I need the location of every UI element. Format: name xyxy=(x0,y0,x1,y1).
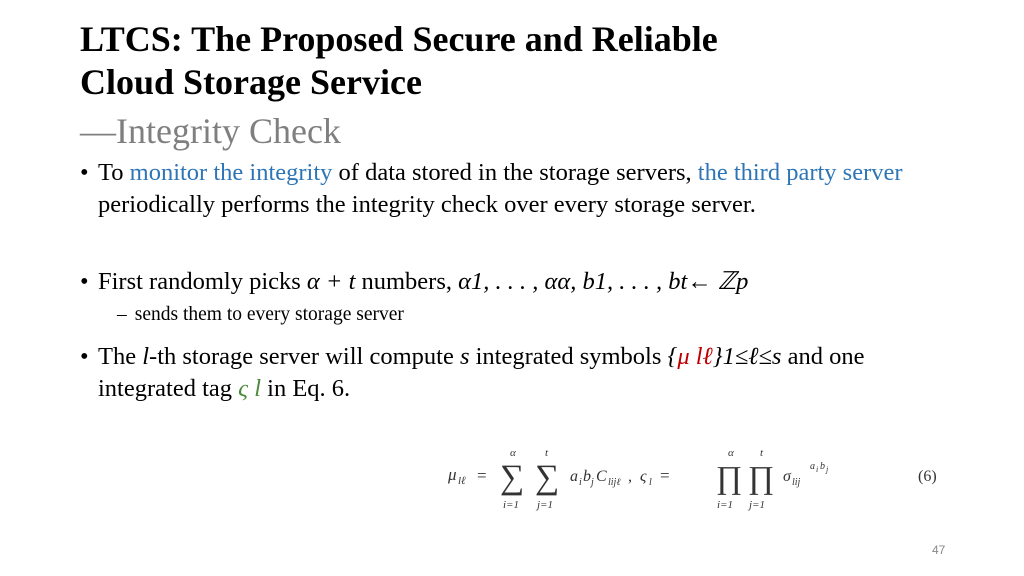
bullet3-math-varsigma: ς l xyxy=(238,375,262,402)
svg-text:a: a xyxy=(810,461,815,472)
title-line-2: Cloud Storage Service xyxy=(80,62,422,102)
bullet3-math-close: }1≤ℓ≤s xyxy=(712,343,782,370)
svg-text:σ: σ xyxy=(783,468,791,485)
svg-text:j=1: j=1 xyxy=(537,499,553,511)
svg-text:t: t xyxy=(760,447,764,459)
svg-text:=: = xyxy=(660,466,670,485)
slide-title xyxy=(80,18,980,104)
svg-text:i=1: i=1 xyxy=(717,499,733,511)
bullet-dot: • xyxy=(80,159,89,186)
svg-text:b: b xyxy=(820,461,825,472)
bullet2-text-1: First randomly picks xyxy=(98,268,307,295)
bullet3-text-4: and one integrated tag xyxy=(98,343,865,402)
page-number: 47 xyxy=(932,543,946,557)
bullet-random-picks xyxy=(80,266,748,298)
bullet3-math-s: s xyxy=(459,343,470,370)
bullet3-text-5: in Eq. 6. xyxy=(261,375,351,402)
bullet3-text-3: integrated symbols xyxy=(469,343,668,370)
bullet1-highlight-1: monitor the integrity xyxy=(129,159,333,186)
svg-text:i=1: i=1 xyxy=(503,499,519,511)
svg-text:t: t xyxy=(545,447,549,459)
bullet1-text-2: of data stored in the storage servers, xyxy=(332,159,698,186)
svg-text:α: α xyxy=(728,447,734,459)
svg-text:lij: lij xyxy=(792,477,801,488)
svg-text:∑: ∑ xyxy=(535,459,560,496)
equation-number: (6) xyxy=(918,468,937,485)
bullet1-text-3: periodically performs the integrity check over every storage server. xyxy=(98,191,756,218)
svg-text:l: l xyxy=(649,477,652,488)
bullet-integrity-monitor xyxy=(80,157,960,221)
svg-text:a: a xyxy=(570,468,578,485)
bullet3-math-l: l xyxy=(142,343,150,370)
svg-text:lijℓ: lijℓ xyxy=(608,477,621,488)
bullet2-math-2: α1, . . . , αα, b1, . . . , bt← ℤp xyxy=(458,268,749,295)
svg-text:j: j xyxy=(826,465,829,474)
svg-text:,: , xyxy=(628,468,632,485)
svg-text:∏: ∏ xyxy=(716,459,743,495)
subbullet-text: sends them to every storage server xyxy=(134,304,404,325)
bullet2-math-1: α + t xyxy=(306,268,356,295)
bullet-compute xyxy=(80,341,960,405)
svg-text:b: b xyxy=(583,468,591,485)
svg-text:i: i xyxy=(816,465,819,474)
svg-text:ς: ς xyxy=(640,468,647,485)
subbullet-dash: – xyxy=(117,304,127,325)
slide-subtitle: —Integrity Check xyxy=(80,111,341,151)
svg-text:C: C xyxy=(596,468,607,485)
bullet3-math-open: { xyxy=(667,343,678,370)
equation-6 xyxy=(446,440,951,516)
svg-text:i: i xyxy=(579,477,582,488)
bullet1-text-1: To xyxy=(98,159,130,186)
bullet3-text-2: -th storage server will compute xyxy=(149,343,460,370)
bullet3-text-1: The xyxy=(98,343,143,370)
bullet-dot: • xyxy=(80,268,89,295)
svg-text:∏: ∏ xyxy=(748,459,775,495)
svg-text:∑: ∑ xyxy=(500,459,525,496)
bullet1-highlight-2: the third party server xyxy=(697,159,903,186)
subbullet-send xyxy=(117,302,404,328)
svg-text:j: j xyxy=(591,477,594,488)
svg-text:α: α xyxy=(510,447,516,459)
svg-text:=: = xyxy=(477,466,487,485)
svg-text:j=1: j=1 xyxy=(749,499,765,511)
bullet2-text-2: numbers, xyxy=(355,268,459,295)
title-line-1: LTCS: The Proposed Secure and Reliable xyxy=(80,19,718,59)
bullet3-math-mu: μ lℓ xyxy=(677,343,713,370)
svg-text:μ: μ xyxy=(448,465,457,484)
bullet-dot: • xyxy=(80,343,89,370)
svg-text:lℓ: lℓ xyxy=(458,475,466,487)
